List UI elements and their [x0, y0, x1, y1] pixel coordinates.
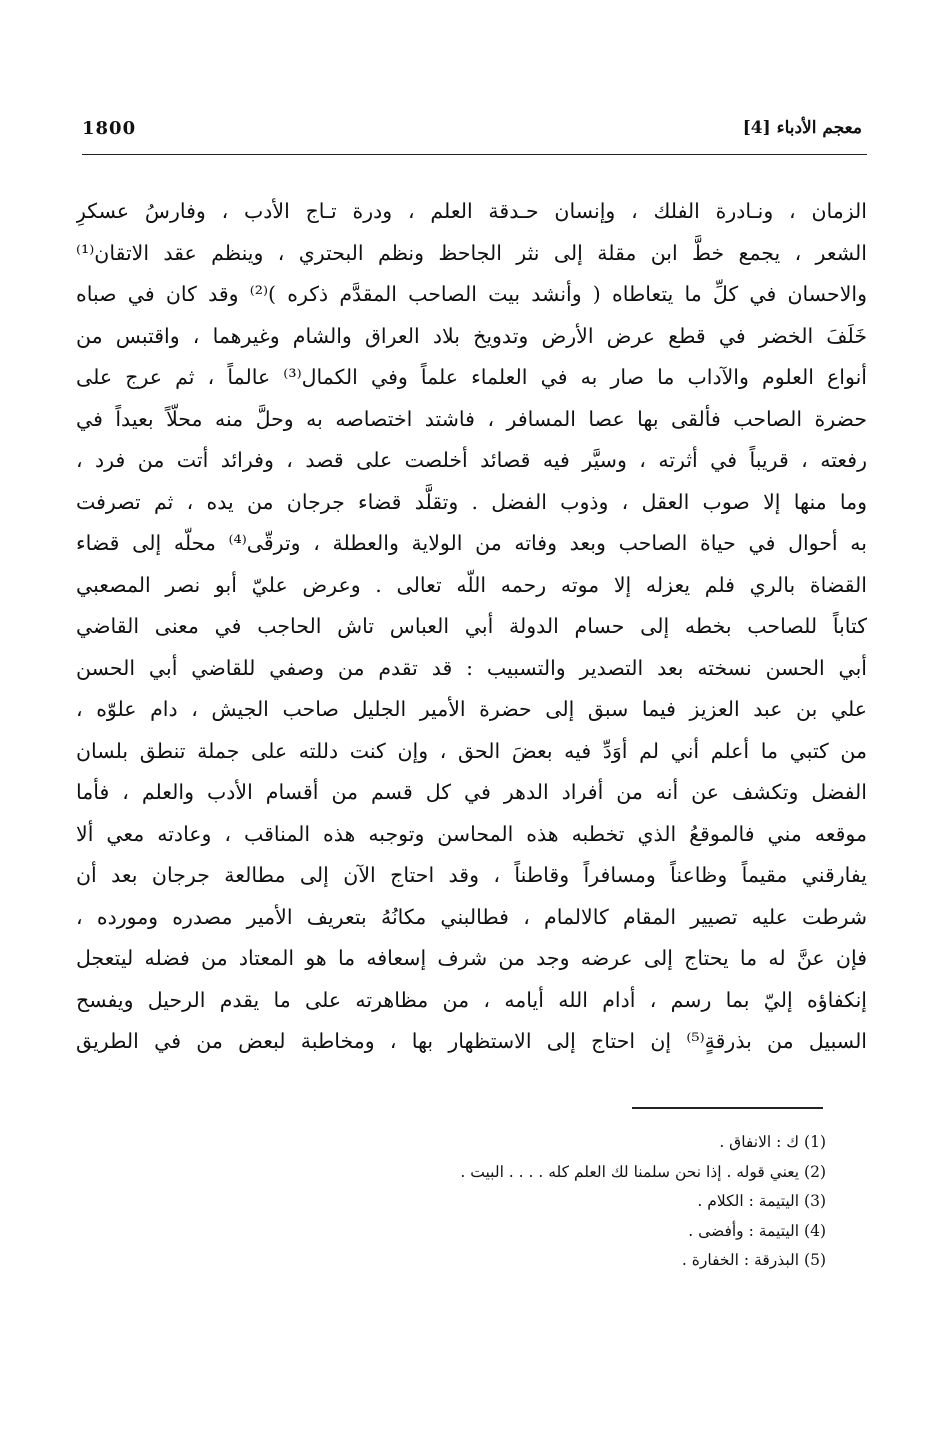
header-rule: [82, 154, 867, 155]
page-number: 1800: [82, 118, 137, 139]
text-line: وما منها إلا صوب العقل ، وذوب الفضل . وتقلَّد قضاء جرجان من يده ، ثم تصرفت: [76, 489, 867, 514]
text-line: فإن عنَّ له ما يحتاج إلى عرضه وجد من شرف إسعافه ما هو المعتاد من فضله ليتعجل: [76, 946, 867, 970]
text-line: خَلَفَ الخضر في قطع عرض الأرض وتدويخ بلاد العراق والشام وغيرهما ، واقتبس من: [76, 323, 867, 348]
text-line: رفعته ، قريباً في أثرته ، وسيَّر فيه قصائد أخلصت على قصد ، وفرائد أتت من فرد ،: [76, 448, 867, 472]
text-line: إنكفاؤه إليّ بما رسم ، أدام الله أيامه ، من مظاهرته على ما يقدم الرحيل ويفسح: [76, 987, 867, 1012]
footnotes: [126, 1128, 826, 1276]
footnote: (2) يعني قوله . إذا نحن سلمنا لك العلم كله . . . . البيت .: [460, 1162, 826, 1181]
text-line: الفضل وتكشف عن أنه من أفراد الدهر في كل قسم من أقسام الأدب والعلم ، فأما: [76, 780, 867, 804]
page-header: [82, 118, 862, 148]
text-line: شرطت عليه تصيير المقام كالالمام ، فطالبني مكانُهُ بتعريف الأمير مصدره ومورده ،: [76, 904, 867, 929]
text-line: الشعر ، يجمع خطَّ ابن مقلة إلى نثر الجاحظ ونظم البحتري ، وينظم عقد الاتقان⁽¹⁾: [76, 240, 867, 265]
footnote: (1) ك : الانفاق .: [719, 1133, 826, 1151]
running-title: معجم الأدباء [4]: [742, 118, 862, 138]
text-line: موقعه مني فالموقعُ الذي تخطبه هذه المحاسن وتوجبه هذه المناقب ، وعادته معي ألا: [76, 821, 867, 846]
body-text: [76, 191, 867, 1063]
text-line: يفارقني مقيماً وظاعناً ومسافراً وقاطناً ، وقد احتاج الآن إلى مطالعة جرجان بعد أن: [76, 863, 867, 887]
text-line: السبيل من بذرقةٍ⁽⁵⁾ إن احتاج إلى الاستظهار بها ، ومخاطبة لبعض من في الطريق: [76, 1029, 867, 1053]
footnote: (3) اليتيمة : الكلام .: [697, 1192, 826, 1210]
text-line: أنواع العلوم والآداب ما صار به في العلماء علماً وفي الكمال⁽³⁾ عالماً ، ثم عرج على: [76, 365, 867, 389]
text-line: حضرة الصاحب فألقى بها عصا المسافر ، فاشتد اختصاصه به وحلَّ منه محلّاً بعيداً في: [76, 406, 867, 431]
text-line: الزمان ، ونـادرة الفلك ، وإنسان حـدقة العلم ، ودرة تـاج الأدب ، وفارسُ عسكرِ: [76, 199, 867, 223]
text-line: به أحوال في حياة الصاحب وبعد وفاته من الولاية والعطلة ، وترقّى⁽⁴⁾ محلّه إلى قضاء: [76, 531, 867, 555]
footnote-rule: [632, 1107, 823, 1109]
text-line: من كتبي ما أعلم أني لم أوَدِّ فيه بعضَ الحق ، وإن كنت دللته على جملة تنطق بلسان: [76, 738, 867, 763]
text-line: والاحسان في كلِّ ما يتعاطاه ( وأنشد بيت الصاحب المقدَّم ذكره )⁽²⁾ وقد كان في صباه: [76, 282, 867, 306]
footnote: (5) البذرقة : الخفارة .: [681, 1251, 826, 1269]
text-line: كتاباً للصاحب بخطه إلى حسام الدولة أبي العباس تاش الحاجب في معنى القاضي: [76, 614, 867, 638]
text-line: علي بن عبد العزيز فيما سبق إلى حضرة الأمير الجليل صاحب الجيش ، دام علوّه ،: [76, 697, 867, 721]
text-line: القضاة بالري فلم يعزله إلا موته رحمه اللّه تعالى . وعرض عليّ أبو نصر المصعبي: [76, 572, 867, 597]
footnote: (4) اليتيمة : وأفضى .: [688, 1221, 826, 1240]
text-line: أبي الحسن نسخته بعد التصدير والتسبيب : قد تقدم من وصفي للقاضي أبي الحسن: [76, 655, 867, 680]
